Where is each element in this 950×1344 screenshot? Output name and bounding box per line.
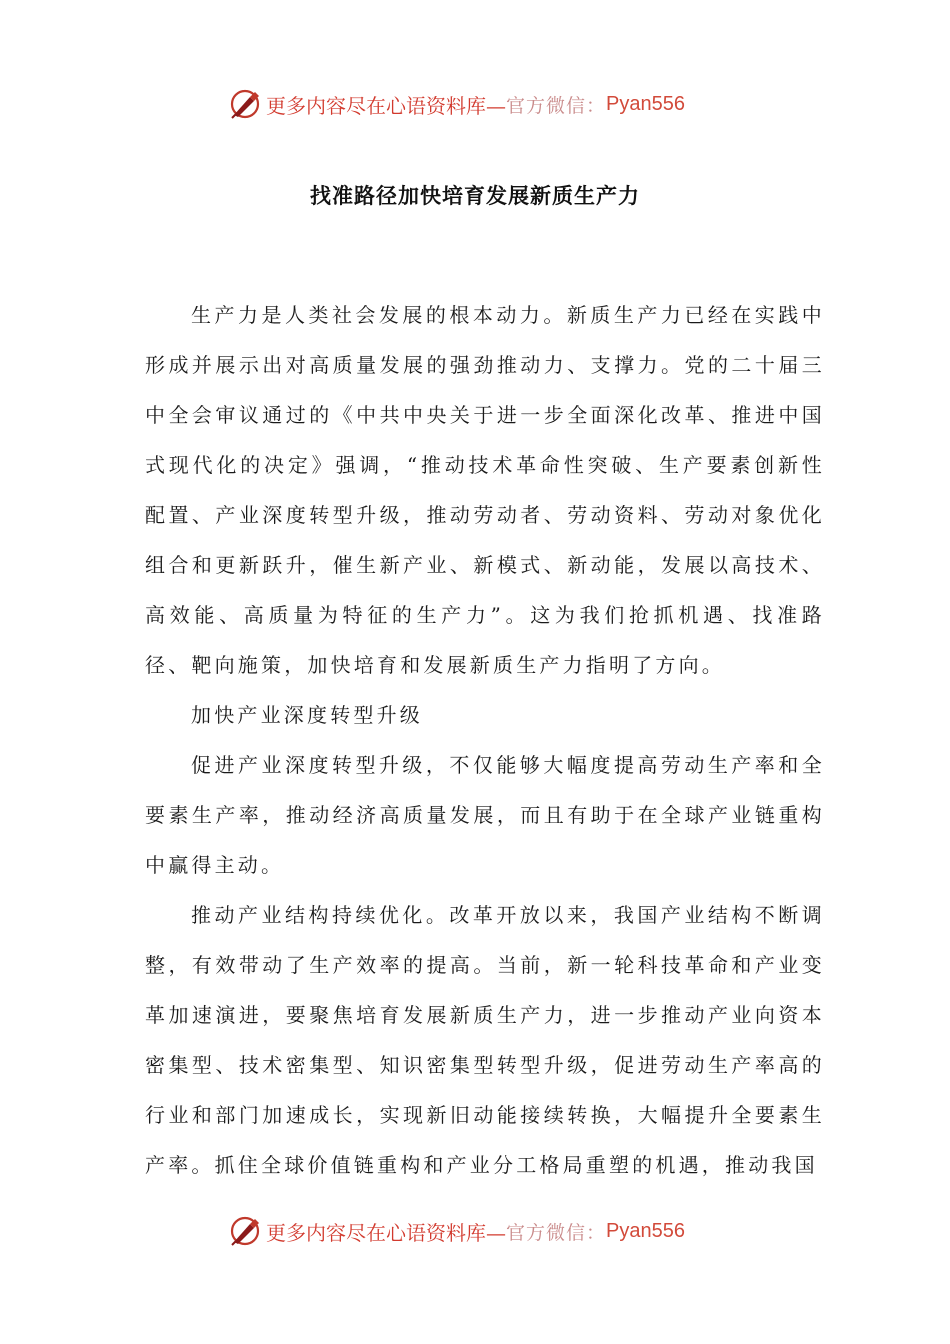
pen-nib-logo-icon: [228, 87, 262, 121]
pen-nib-logo-icon: [228, 1214, 262, 1248]
paragraph: 促进产业深度转型升级，不仅能够大幅度提高劳动生产率和全要素生产率，推动经济高质量发展，而且有助于在全球产业链重构中赢得主动。: [145, 753, 825, 877]
paragraph-intro: 生产力是人类社会发展的根本动力。新质生产力已经在实践中形成并展示出对高质量发展的强劲推动力、支撑力。党的二十届三中全会审议通过的《中共中央关于进一步全面深化改革、推进中国式现代化的决定》强调，“推动技术革命性突破、生产要素创新性配置、产业深度转型升级，推动劳动者、劳动资料、劳动对象优化组合和更新跃升，催生新产业、新模式、新动能，发展以高技术、高效能、高质量为特征的生产力”。这为我们抢抓机遇、找准路径、靶向施策，加快培育和发展新质生产力指明了方向。: [145, 303, 825, 677]
article-title: 找准路径加快培育发展新质生产力: [310, 184, 640, 208]
header-banner: [228, 84, 685, 124]
banner-wechat-label: 官方微信：: [506, 1221, 607, 1244]
paragraph: 推动产业结构持续优化。改革开放以来，我国产业结构不断调整，有效带动了生产效率的提高。当前，新一轮科技革命和产业变革加速演进，要聚焦培育发展新质生产力，进一步推动产业向资本密集型、技术密集型、知识密集型转型升级，促进劳动生产率高的行业和部门加速成长，实现新旧动能接续转换，大幅提升全要素生产率。抓住全球价值链重构和产业分工格局重塑的机遇，推动我国: [145, 903, 825, 1177]
article-body: [145, 290, 825, 1190]
banner-wechat-id: Pyan556: [606, 1219, 685, 1242]
footer-banner: [228, 1211, 685, 1251]
banner-wechat-label: 官方微信：: [506, 94, 607, 117]
banner-site-text: 更多内容尽在心语资料库—: [266, 1220, 506, 1245]
banner-site-text: 更多内容尽在心语资料库—: [266, 93, 506, 118]
banner-wechat-id: Pyan556: [606, 92, 685, 115]
section-heading: 加快产业深度转型升级: [191, 703, 423, 727]
